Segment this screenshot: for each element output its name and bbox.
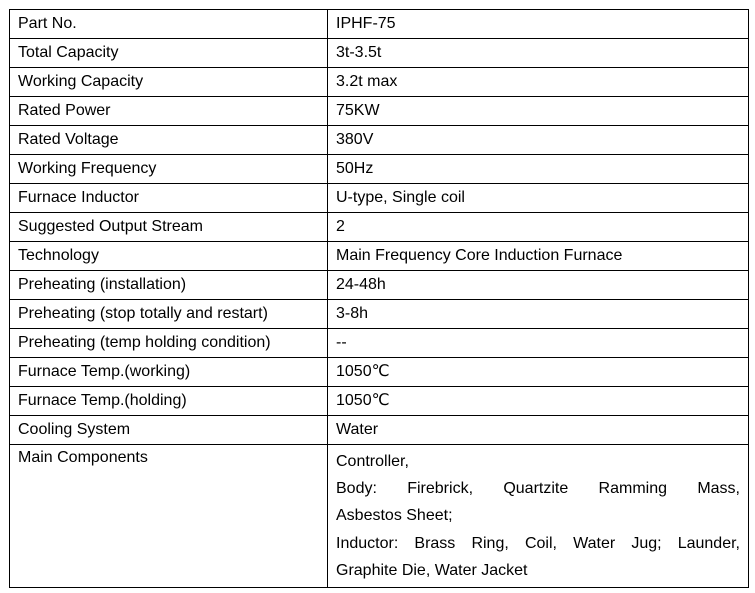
component-line: Inductor: Brass Ring, Coil, Water Jug; Launder, bbox=[336, 534, 740, 552]
spec-row bbox=[10, 387, 749, 416]
spec-key: Suggested Output Stream bbox=[10, 213, 328, 242]
spec-key: Rated Power bbox=[10, 97, 328, 126]
spec-value: 1050℃ bbox=[328, 387, 749, 416]
spec-key: Preheating (installation) bbox=[10, 271, 328, 300]
spec-key: Preheating (stop totally and restart) bbox=[10, 300, 328, 329]
spec-value: Water bbox=[328, 416, 749, 445]
spec-row bbox=[10, 68, 749, 97]
spec-table bbox=[9, 9, 749, 588]
component-line: Graphite Die, Water Jacket bbox=[336, 561, 528, 579]
component-line: Controller, bbox=[336, 453, 409, 470]
spec-value: 3t-3.5t bbox=[328, 39, 749, 68]
spec-row bbox=[10, 416, 749, 445]
spec-row bbox=[10, 155, 749, 184]
main-components-key: Main Components bbox=[10, 445, 328, 588]
spec-key: Furnace Temp.(holding) bbox=[10, 387, 328, 416]
spec-value: Main Frequency Core Induction Furnace bbox=[328, 242, 749, 271]
spec-value: 24-48h bbox=[328, 271, 749, 300]
spec-key: Total Capacity bbox=[10, 39, 328, 68]
spec-key: Preheating (temp holding condition) bbox=[10, 329, 328, 358]
spec-key: Working Capacity bbox=[10, 68, 328, 97]
spec-row bbox=[10, 126, 749, 155]
spec-key: Furnace Temp.(working) bbox=[10, 358, 328, 387]
spec-row bbox=[10, 300, 749, 329]
spec-value: 3-8h bbox=[328, 300, 749, 329]
spec-key: Cooling System bbox=[10, 416, 328, 445]
spec-value: 3.2t max bbox=[328, 68, 749, 97]
spec-key: Rated Voltage bbox=[10, 126, 328, 155]
spec-row bbox=[10, 10, 749, 39]
component-line: Asbestos Sheet; bbox=[336, 507, 453, 525]
spec-row bbox=[10, 329, 749, 358]
spec-value: 1050℃ bbox=[328, 358, 749, 387]
spec-row bbox=[10, 271, 749, 300]
component-line: Body: Firebrick, Quartzite Ramming Mass, bbox=[336, 480, 740, 498]
spec-value: 2 bbox=[328, 213, 749, 242]
spec-value: -- bbox=[328, 329, 749, 358]
spec-key: Part No. bbox=[10, 10, 328, 39]
spec-value: IPHF-75 bbox=[328, 10, 749, 39]
spec-value: 75KW bbox=[328, 97, 749, 126]
spec-row bbox=[10, 39, 749, 68]
spec-row bbox=[10, 184, 749, 213]
spec-value: 50Hz bbox=[328, 155, 749, 184]
spec-table-body bbox=[10, 10, 749, 588]
spec-value: 380V bbox=[328, 126, 749, 155]
spec-row bbox=[10, 97, 749, 126]
spec-key: Working Frequency bbox=[10, 155, 328, 184]
spec-row bbox=[10, 358, 749, 387]
spec-key: Furnace Inductor bbox=[10, 184, 328, 213]
main-components-row bbox=[10, 445, 749, 588]
main-components-value bbox=[328, 445, 749, 588]
spec-row bbox=[10, 242, 749, 271]
spec-row bbox=[10, 213, 749, 242]
spec-value: U-type, Single coil bbox=[328, 184, 749, 213]
spec-key: Technology bbox=[10, 242, 328, 271]
